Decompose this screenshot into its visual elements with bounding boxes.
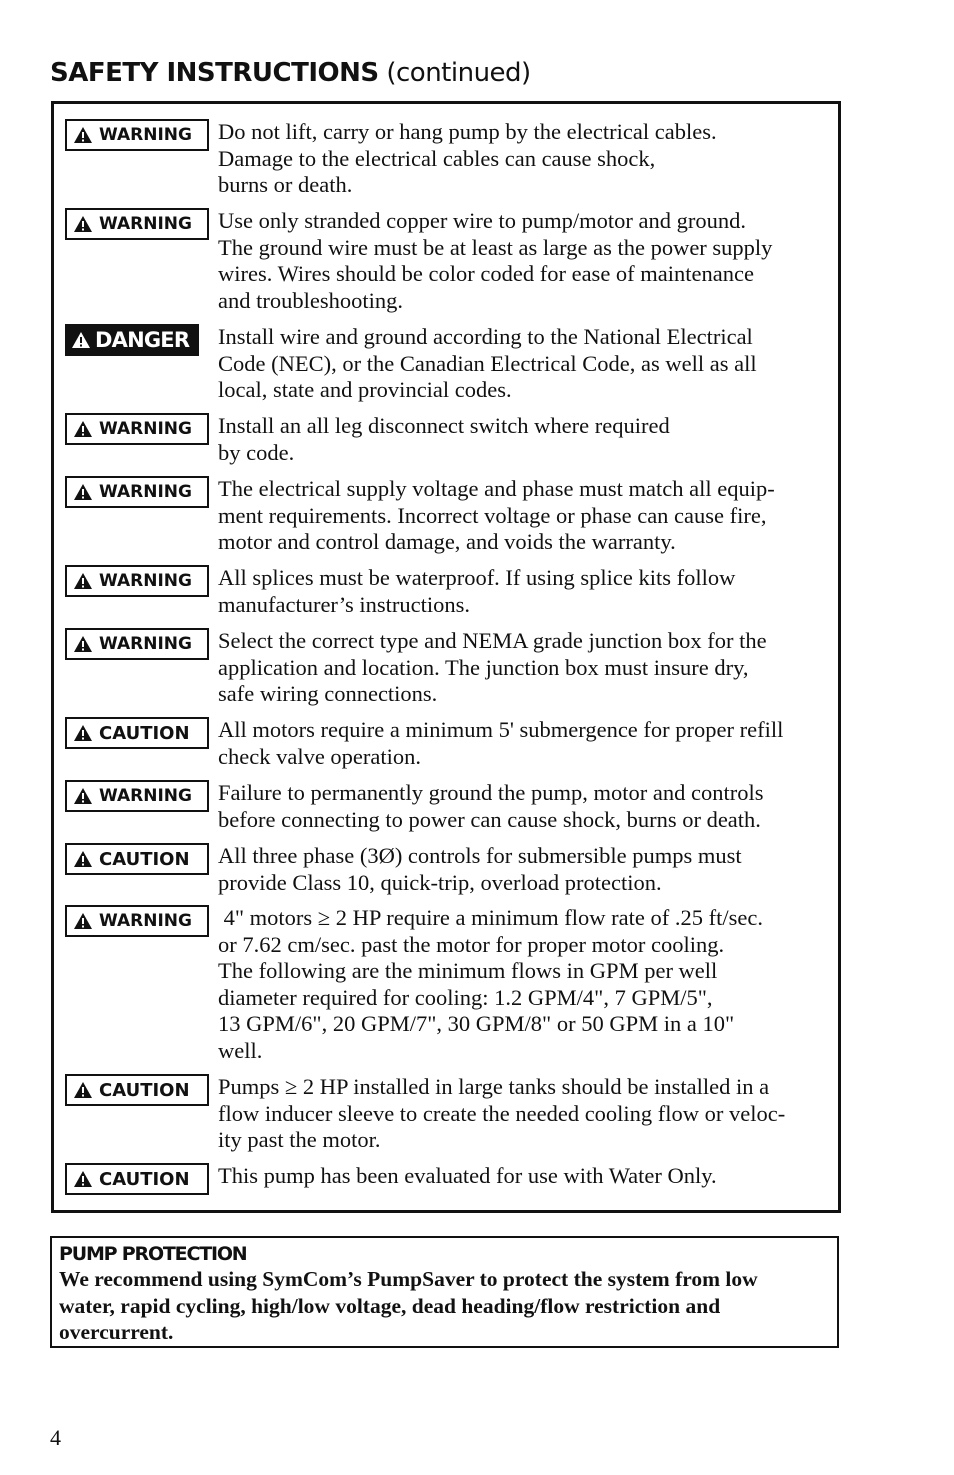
- text-line: application and location. The junction box must insure dry,: [218, 654, 749, 680]
- text-line: Install wire and ground according to the National Electrical: [218, 324, 753, 349]
- safety-entry-text: [218, 717, 840, 770]
- pump-protection-box: [50, 1236, 839, 1348]
- warning-label-text: WARNING: [99, 634, 192, 654]
- caution-label: [65, 1163, 209, 1195]
- text-line: overcurrent.: [59, 1320, 174, 1345]
- warning-label: [65, 208, 209, 240]
- warning-label-text: WARNING: [99, 911, 192, 931]
- safety-entry-text: [218, 208, 840, 314]
- danger-label: [65, 324, 199, 356]
- text-line: safe wiring connections.: [218, 681, 438, 707]
- text-line: motor and control damage, and voids the warranty.: [218, 529, 676, 555]
- text-line: or 7.62 cm/sec. past the motor for proper motor cooling.: [218, 931, 725, 957]
- safety-entry-text: [218, 628, 840, 708]
- text-line: local, state and provincial codes.: [218, 377, 512, 403]
- danger-label-text: DANGER: [95, 328, 190, 352]
- text-line: ity past the motor.: [218, 1127, 381, 1153]
- warning-triangle-icon: [73, 215, 93, 233]
- text-line: flow inducer sleeve to create the needed cooling flow or veloc-: [218, 1100, 786, 1126]
- safety-entry-text: [218, 1074, 840, 1154]
- caution-label-text: CAUTION: [99, 722, 190, 744]
- warning-triangle-icon: [73, 724, 93, 742]
- safety-entry-text: [218, 843, 840, 896]
- text-line: burns or death.: [218, 172, 353, 198]
- text-line: Select the correct type and NEMA grade junction box for the: [218, 628, 767, 653]
- warning-triangle-icon: [71, 331, 91, 349]
- safety-entry-text: [218, 476, 840, 556]
- warning-triangle-icon: [73, 420, 93, 438]
- text-line: Use only stranded copper wire to pump/motor and ground.: [218, 208, 747, 233]
- safety-instructions-box: [51, 101, 841, 1213]
- warning-label: [65, 628, 209, 660]
- safety-entry-text: [218, 119, 840, 199]
- text-line: check valve operation.: [218, 743, 422, 769]
- safety-entry-text: [218, 324, 840, 404]
- caution-label: [65, 717, 209, 749]
- text-line: Pumps ≥ 2 HP installed in large tanks should be installed in a: [218, 1074, 770, 1099]
- text-line: We recommend using SymCom’s PumpSaver to protect the system from low: [59, 1267, 758, 1291]
- text-line: before connecting to power can cause shock, burns or death.: [218, 806, 761, 832]
- warning-label: [65, 905, 209, 937]
- warning-label-text: WARNING: [99, 571, 192, 591]
- text-line: 4" motors ≥ 2 HP require a minimum flow rate of .25 ft/sec.: [218, 905, 763, 930]
- warning-triangle-icon: [73, 912, 93, 930]
- text-line: Install an all leg disconnect switch where required: [218, 413, 670, 438]
- pump-protection-title: PUMP PROTECTION: [59, 1243, 247, 1265]
- text-line: The following are the minimum flows in GPM per well: [218, 958, 718, 984]
- text-line: All three phase (3Ø) controls for submersible pumps must: [218, 843, 742, 868]
- safety-entry-text: [218, 413, 840, 466]
- safety-entry-text: [218, 780, 840, 833]
- text-line: Code (NEC), or the Canadian Electrical Code, as well as all: [218, 350, 757, 376]
- text-line: wires. Wires should be color coded for ease of maintenance: [218, 261, 754, 287]
- text-line: manufacturer’s instructions.: [218, 591, 471, 617]
- warning-triangle-icon: [73, 126, 93, 144]
- text-line: All motors require a minimum 5' submergence for proper refill: [218, 717, 784, 742]
- warning-triangle-icon: [73, 483, 93, 501]
- text-line: provide Class 10, quick-trip, overload protection.: [218, 869, 662, 895]
- caution-label: [65, 843, 209, 875]
- warning-label: [65, 780, 209, 812]
- text-line: Damage to the electrical cables can cause shock,: [218, 145, 656, 171]
- warning-triangle-icon: [73, 787, 93, 805]
- caution-label-text: CAUTION: [99, 848, 190, 870]
- caution-label-text: CAUTION: [99, 1168, 190, 1190]
- safety-entry-text: [218, 565, 840, 618]
- warning-label-text: WARNING: [99, 482, 192, 502]
- text-line: Do not lift, carry or hang pump by the electrical cables.: [218, 119, 717, 144]
- text-line: The electrical supply voltage and phase must match all equip-: [218, 476, 775, 501]
- warning-label-text: WARNING: [99, 125, 192, 145]
- warning-triangle-icon: [73, 1170, 93, 1188]
- text-line: and troubleshooting.: [218, 287, 403, 313]
- safety-entry-text: [218, 1163, 840, 1190]
- text-line: water, rapid cycling, high/low voltage, dead heading/flow restriction and: [59, 1293, 721, 1318]
- page-number: 4: [50, 1425, 61, 1450]
- warning-triangle-icon: [73, 572, 93, 590]
- warning-label: [65, 565, 209, 597]
- text-line: diameter required for cooling: 1.2 GPM/4", 7 GPM/5",: [218, 984, 713, 1010]
- warning-triangle-icon: [73, 850, 93, 868]
- text-line: This pump has been evaluated for use with Water Only.: [218, 1163, 717, 1188]
- warning-label-text: WARNING: [99, 214, 192, 234]
- text-line: All splices must be waterproof. If using splice kits follow: [218, 565, 736, 590]
- warning-label-text: WARNING: [99, 786, 192, 806]
- text-line: ment requirements. Incorrect voltage or phase can cause fire,: [218, 502, 767, 528]
- text-line: Failure to permanently ground the pump, motor and controls: [218, 780, 764, 805]
- warning-label: [65, 413, 209, 445]
- text-line: 13 GPM/6", 20 GPM/7", 30 GPM/8" or 50 GPM in a 10": [218, 1011, 735, 1037]
- warning-triangle-icon: [73, 1081, 93, 1099]
- warning-label-text: WARNING: [99, 419, 192, 439]
- text-line: well.: [218, 1037, 263, 1063]
- text-line: by code.: [218, 439, 295, 465]
- page-title: [50, 56, 531, 90]
- pump-protection-body: [59, 1266, 830, 1346]
- caution-label: [65, 1074, 209, 1106]
- caution-label-text: CAUTION: [99, 1079, 190, 1101]
- warning-label: [65, 476, 209, 508]
- page-title-suffix: (continued): [386, 58, 531, 88]
- text-line: The ground wire must be at least as large as the power supply: [218, 234, 773, 260]
- safety-entry-text: [218, 905, 840, 1065]
- page-title-main: SAFETY INSTRUCTIONS: [50, 58, 379, 88]
- warning-triangle-icon: [73, 635, 93, 653]
- warning-label: [65, 119, 209, 151]
